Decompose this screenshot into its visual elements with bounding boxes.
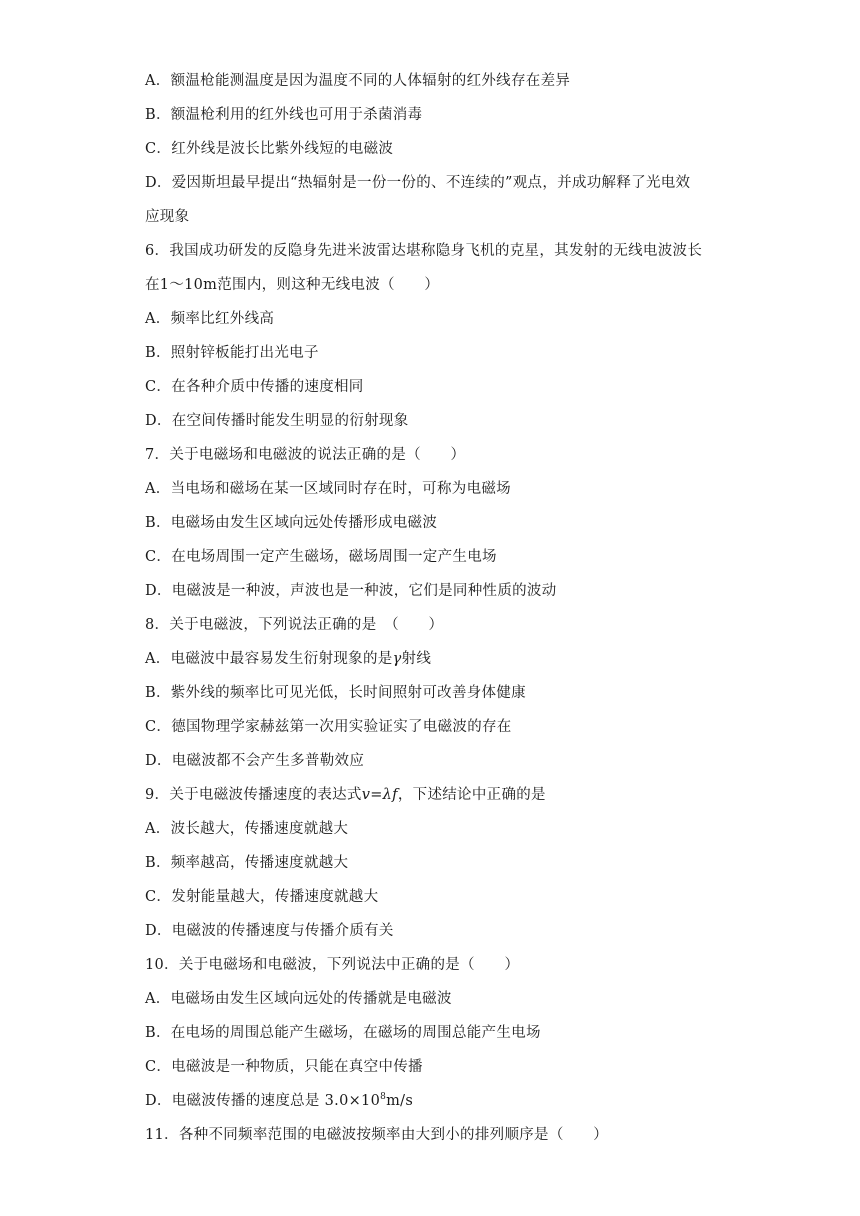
q7-option-a: A．当电场和磁场在某一区域同时存在时，可称为电磁场	[145, 481, 511, 497]
q10-option-d-text: D．电磁波传播的速度总是 3.0×10	[145, 1093, 381, 1109]
q6-option-a: A．频率比红外线高	[145, 311, 275, 327]
q8-option-d: D．电磁波都不会产生多普勒效应	[145, 753, 365, 769]
q8-option-c: C．德国物理学家赫兹第一次用实验证实了电磁波的存在	[145, 719, 512, 735]
q7-option-b: B．电磁场由发生区域向远处传播形成电磁波	[145, 515, 438, 531]
q6-stem-line2: 在1～10m范围内，则这种无线电波（ ）	[145, 277, 440, 293]
q10-stem: 10．关于电磁场和电磁波，下列说法中正确的是（ ）	[145, 957, 520, 973]
q6-option-b: B．照射锌板能打出光电子	[145, 345, 319, 361]
q5-option-d-line2: 应现象	[145, 209, 190, 225]
q6-option-c: C．在各种介质中传播的速度相同	[145, 379, 364, 395]
q5-option-d-line1: D．爱因斯坦最早提出“热辐射是一份一份的、不连续的”观点，并成功解释了光电效	[145, 175, 691, 191]
q9-stem	[145, 785, 725, 805]
q10-option-d	[145, 1091, 725, 1111]
q7-option-c: C．在电场周围一定产生磁场，磁场周围一定产生电场	[145, 549, 497, 565]
q9-option-b: B．频率越高，传播速度就越大	[145, 855, 349, 871]
q6-option-d: D．在空间传播时能发生明显的衍射现象	[145, 413, 409, 429]
q6-stem-line1: 6．我国成功研发的反隐身先进米波雷达堪称隐身飞机的克星，其发射的无线电波波长	[145, 243, 703, 259]
q10-option-a: A．电磁场由发生区域向远处的传播就是电磁波	[145, 991, 452, 1007]
q7-stem: 7．关于电磁场和电磁波的说法正确的是（ ）	[145, 447, 466, 463]
q9-option-d: D．电磁波的传播速度与传播介质有关	[145, 923, 394, 939]
q5-option-a: A．额温枪能测温度是因为温度不同的人体辐射的红外线存在差异	[145, 73, 571, 89]
q5-option-c: C．红外线是波长比紫外线短的电磁波	[145, 141, 394, 157]
q8-option-a	[145, 649, 725, 669]
q7-option-d: D．电磁波是一种波，声波也是一种波，它们是同种性质的波动	[145, 583, 557, 599]
q8-option-a-text: A．电磁波中最容易发生衍射现象的是	[145, 651, 393, 667]
q11-stem: 11．各种不同频率范围的电磁波按频率由大到小的排列顺序是（ ）	[145, 1127, 609, 1143]
q9-stem-text: 9．关于电磁波传播速度的表达式	[145, 787, 362, 803]
q5-option-b: B．额温枪利用的红外线也可用于杀菌消毒	[145, 107, 423, 123]
q8-option-b: B．紫外线的频率比可见光低，长时间照射可改善身体健康	[145, 685, 526, 701]
q9-option-a: A．波长越大，传播速度就越大	[145, 821, 349, 837]
q8-stem: 8．关于电磁波，下列说法正确的是 （ ）	[145, 617, 444, 633]
q10-option-c: C．电磁波是一种物质，只能在真空中传播	[145, 1059, 423, 1075]
q8-option-a-suffix: 射线	[401, 651, 432, 667]
gamma-symbol: γ	[392, 651, 402, 667]
q10-exponent: 8	[380, 1092, 387, 1102]
q10-option-b: B．在电场的周围总能产生磁场，在磁场的周围总能产生电场	[145, 1025, 541, 1041]
q10-option-d-unit: m/s	[386, 1093, 414, 1109]
q9-formula: v=λf	[361, 787, 398, 803]
q9-option-c: C．发射能量越大，传播速度就越大	[145, 889, 379, 905]
q9-stem-suffix: ，下述结论中正确的是	[397, 787, 546, 803]
